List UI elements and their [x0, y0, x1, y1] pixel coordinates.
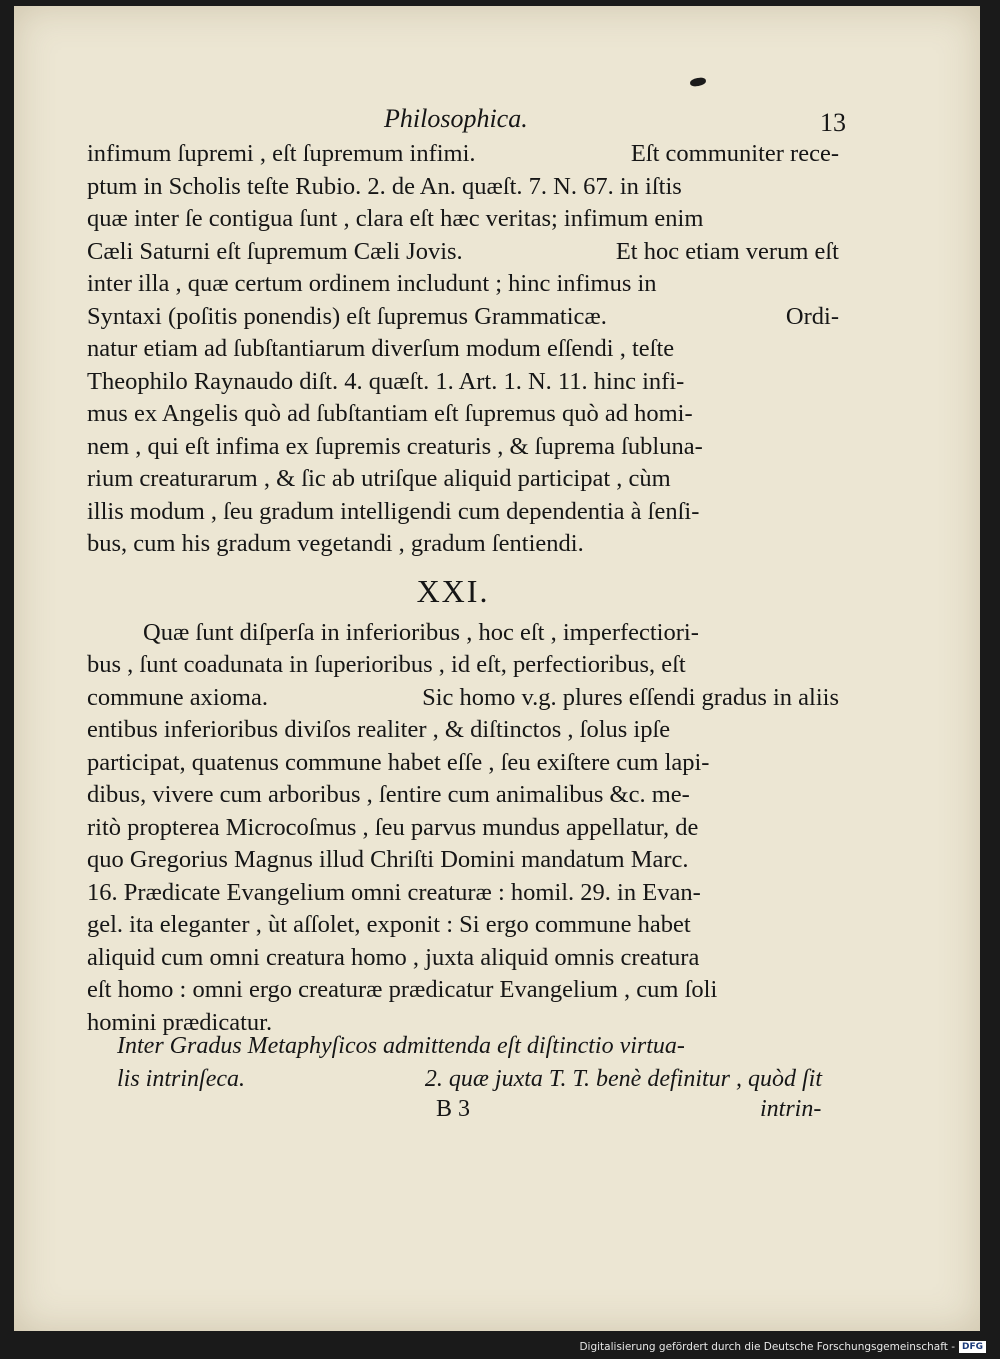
text-segment: aliquid cum omni creatura homo , juxta aliquid omnis creatura — [87, 943, 700, 971]
text-segment: ptum in Scholis teſte Rubio. 2. de An. quæſt. 7. N. 67. in iſtis — [87, 172, 682, 200]
text-segment: Inter Gradus Metaphyſicos admittenda eſt diſtinctio virtua- — [117, 1033, 685, 1059]
text-line — [117, 1063, 822, 1096]
catchword: intrin- — [760, 1096, 822, 1122]
text-segment: quæ inter ſe contigua ſunt , clara eſt hæc veritas; infimum enim — [87, 205, 704, 232]
text-segment: ritò propterea Microcoſmus , ſeu parvus mundus appellatur, de — [87, 813, 699, 841]
text-segment: Sic homo v.g. plures eſſendi gradus in aliis — [422, 683, 839, 711]
text-line — [87, 301, 839, 334]
text-segment: rium creaturarum , & ſic ab utriſque aliquid participat , cùm — [87, 465, 671, 492]
text-segment: natur etiam ad ſubſtantiarum diverſum modum eſſendi , teſte — [87, 335, 675, 362]
text-line — [87, 528, 839, 561]
text-line — [87, 877, 839, 910]
text-segment: commune axioma. — [87, 683, 268, 711]
digitization-footer — [579, 1341, 986, 1353]
text-line — [87, 974, 839, 1007]
text-segment: 16. Prædicate Evangelium omni creaturæ : homil. 29. in Evan- — [87, 878, 701, 906]
text-segment: infimum ſupremi , eſt ſupremum infimi. — [87, 140, 476, 167]
ink-blot-ornament — [690, 77, 707, 87]
page-number: 13 — [820, 108, 846, 137]
text-segment: Cæli Saturni eſt ſupremum Cæli Jovis. — [87, 237, 463, 265]
text-line — [87, 779, 839, 812]
text-line — [87, 909, 839, 942]
text-segment: Theophilo Raynaudo diſt. 4. quæſt. 1. Art. 1. N. 11. hinc infi- — [87, 367, 685, 395]
text-segment: inter illa , quæ certum ordinem includunt ; hinc infimus in — [87, 270, 657, 297]
text-segment: quo Gregorius Magnus illud Chriſti Domini mandatum Marc. — [87, 846, 689, 873]
text-segment: lis intrinſeca. — [117, 1065, 245, 1092]
text-line — [87, 844, 839, 877]
text-line — [87, 714, 839, 747]
text-segment: entibus inferioribus diviſos realiter , & diſtinctos , ſolus ipſe — [87, 716, 671, 743]
text-line — [87, 496, 839, 529]
paragraph-2 — [87, 617, 839, 1040]
text-line — [87, 236, 839, 269]
text-segment: mus ex Angelis quò ad ſubſtantiam eſt ſupremus quò ad homi- — [87, 400, 693, 427]
funding-notice: Digitalisierung gefördert durch die Deutsche Forschungsgemeinschaft - — [579, 1341, 955, 1353]
main-text — [87, 138, 839, 1039]
text-line — [87, 203, 839, 236]
signature-mark: B 3 — [436, 1096, 471, 1122]
text-line — [87, 747, 839, 780]
text-segment: bus , ſunt coadunata in ſuperioribus , id eſt, perfectioribus, eſt — [87, 651, 686, 678]
section-heading: XXI. — [416, 572, 490, 609]
text-line — [87, 268, 839, 301]
running-head — [0, 104, 1000, 138]
text-line — [87, 398, 839, 431]
text-segment: participat, quatenus commune habet eſſe , ſeu exiſtere cum lapi- — [87, 748, 710, 776]
catchline — [0, 1096, 1000, 1128]
text-segment: eſt homo : omni ergo creaturæ prædicatur Evangelium , cum ſoli — [87, 976, 718, 1003]
text-segment: homini prædicatur. — [87, 1008, 273, 1036]
running-title: Philosophica. — [384, 104, 528, 133]
marginal-note — [117, 1030, 822, 1095]
text-line — [87, 138, 839, 171]
text-line — [87, 682, 839, 715]
text-segment: Et hoc etiam verum eſt — [615, 237, 839, 265]
text-segment: Ordi- — [785, 302, 839, 330]
text-line — [87, 942, 839, 975]
text-segment: dibus, vivere cum arboribus , ſentire cum animalibus &c. me- — [87, 781, 690, 808]
text-segment: Eſt communiter rece- — [630, 140, 839, 167]
text-line — [87, 431, 839, 464]
text-line — [87, 649, 839, 682]
text-segment: nem , qui eſt infima ex ſupremis creaturis , & ſuprema ſubluna- — [87, 432, 703, 460]
text-line — [87, 617, 839, 650]
text-line — [87, 366, 839, 399]
text-segment: bus, cum his gradum vegetandi , gradum ſentiendi. — [87, 530, 584, 557]
text-segment: 2. quæ juxta T. T. benè definitur , quòd ſit — [424, 1065, 822, 1092]
dfg-logo-icon: DFG — [959, 1341, 986, 1353]
text-segment: Syntaxi (poſitis ponendis) eſt ſupremus Grammaticæ. — [87, 302, 607, 330]
text-line — [87, 463, 839, 496]
text-segment: Quæ ſunt diſperſa in inferioribus , hoc eſt , imperfectiori- — [143, 618, 699, 646]
text-segment: gel. ita eleganter , ùt aſſolet, exponit : Si ergo commune habet — [87, 911, 691, 938]
text-line — [87, 333, 839, 366]
text-line — [87, 171, 839, 204]
text-line — [87, 812, 839, 845]
text-line — [117, 1030, 822, 1063]
text-segment: illis modum , ſeu gradum intelligendi cum dependentia à ſenſi- — [87, 497, 700, 525]
paragraph-1 — [87, 138, 839, 561]
